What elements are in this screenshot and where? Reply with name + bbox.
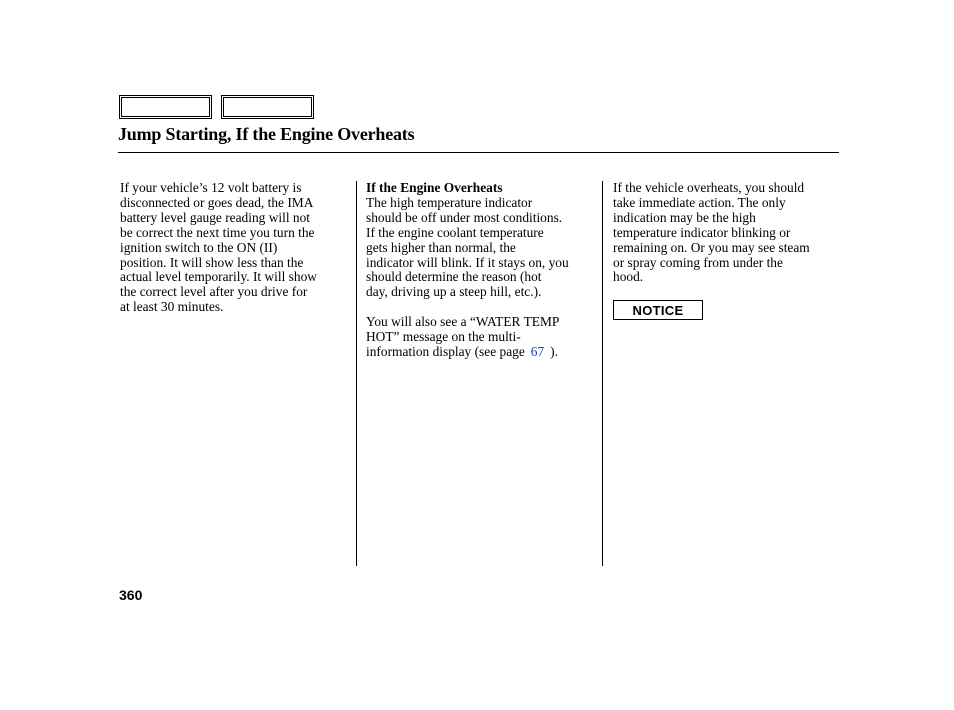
overheat-subheading: If the Engine Overheats (366, 180, 503, 195)
column-divider-1 (356, 181, 357, 566)
battery-paragraph: If your vehicle’s 12 volt battery is disconnected or goes dead, the IMA battery level gauge reading will not be correct the next time you turn the ignition switch to the ON (II) position. It will show less than the actual level temporarily. It will show the correct level after you drive for at least 30 minutes. (120, 180, 317, 315)
indicator-paragraph: The high temperature indicator should be off under most conditions. If the engine coolant temperature gets higher than normal, the indicator will blink. If it stays on, you should determine the reason (hot day, driving up a steep hill, etc.). (366, 194, 569, 300)
next-page-button[interactable] (221, 95, 314, 119)
column-3 (613, 181, 839, 285)
page-title: Jump Starting, If the Engine Overheats (118, 124, 415, 144)
message-text: You will also see a “WATER TEMP HOT” message on the multi- information display (see page (366, 314, 560, 359)
column-1 (120, 181, 350, 315)
overheat-paragraph: If the vehicle overheats, you should take immediate action. The only indication may be the high temperature indicator blinking or remaining on. Or you may see steam or spray coming from under the hood. (613, 180, 810, 285)
message-paragraph (366, 315, 596, 360)
title-rule (118, 152, 839, 153)
page-67-link[interactable]: 67 (530, 343, 545, 359)
message-text-end: ). (550, 343, 558, 359)
page-number: 360 (119, 587, 143, 603)
column-2 (366, 181, 596, 360)
notice-label: NOTICE (613, 300, 703, 320)
previous-page-button[interactable] (119, 95, 212, 119)
column-divider-2 (602, 181, 603, 566)
